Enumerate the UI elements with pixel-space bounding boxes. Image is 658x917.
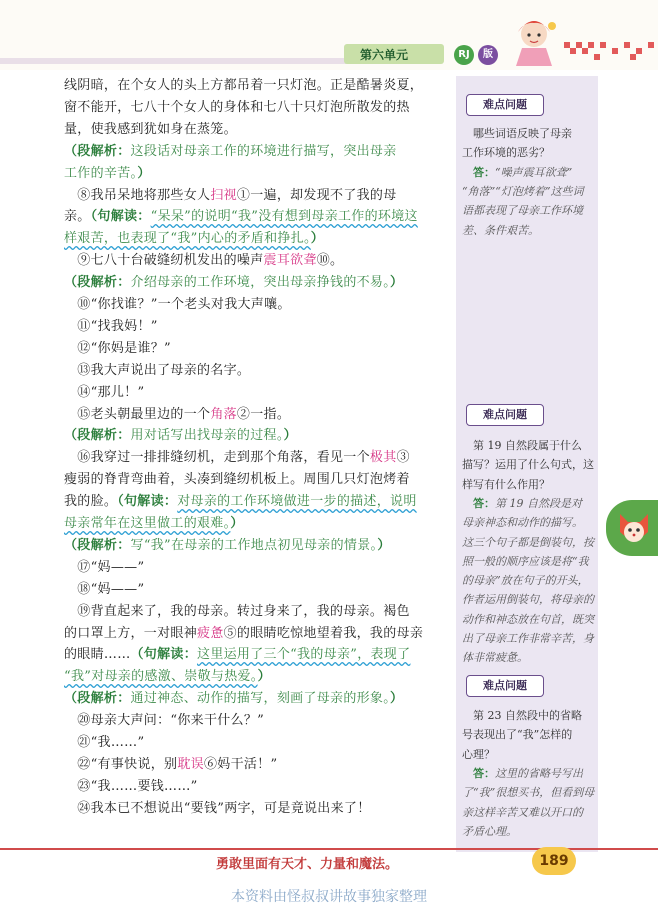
sidebar-text: 答： bbox=[462, 766, 495, 780]
page-number: 189 bbox=[532, 847, 576, 875]
text-line bbox=[64, 733, 144, 753]
text-line bbox=[64, 799, 371, 819]
text-segment: ） bbox=[390, 691, 404, 707]
text-segment: ⑬我大声说出了母亲的名字。 bbox=[64, 362, 251, 378]
text-segment: 震耳欲聋 bbox=[263, 253, 317, 269]
text-line bbox=[64, 580, 144, 600]
text-segment: ） bbox=[137, 165, 151, 181]
sidebar-line bbox=[462, 764, 592, 783]
sidebar-text: 这三个句子都是倒装句，按 bbox=[462, 535, 594, 549]
footer-slogan: 勇敢里面有天才、力量和魔法。 bbox=[216, 857, 399, 872]
text-segment: 窗不能开，七八十个女人的身体和七八十只灯泡所散发的热 bbox=[64, 99, 410, 115]
text-segment: （段解析： bbox=[64, 691, 131, 707]
sidebar-text: 哪些词语反映了母亲 bbox=[462, 127, 572, 140]
text-line bbox=[64, 558, 144, 578]
text-segment: 用对话写出找母亲的过程。 bbox=[130, 428, 284, 444]
sidebar-text: 出了母亲工作非常辛苦，身 bbox=[462, 632, 594, 645]
text-segment: ⑱“妈——” bbox=[64, 581, 145, 597]
sidebar-text: 第 19 自然段属于什么 bbox=[462, 439, 582, 452]
sidebar-text: 差、条件艰苦。 bbox=[462, 223, 539, 237]
mascot-girl-icon bbox=[504, 14, 564, 68]
text-line bbox=[64, 295, 291, 315]
text-segment: （句解读： bbox=[117, 494, 178, 510]
sidebar-text: 的母亲”放在句子的开头， bbox=[462, 574, 589, 588]
sidebar-line bbox=[462, 533, 592, 552]
text-line bbox=[64, 689, 403, 709]
unit-label: 第六单元 bbox=[360, 48, 409, 62]
text-line bbox=[64, 164, 151, 184]
sidebar-text: 第 23 自然段中的省略 bbox=[462, 709, 582, 722]
sidebar-text: 作者运用倒装句，将母亲的 bbox=[462, 593, 594, 607]
text-line bbox=[64, 207, 418, 227]
text-segment: ⑰“妈——” bbox=[64, 559, 145, 575]
text-segment: ①一遍，却发现不了我的母 bbox=[236, 187, 397, 203]
text-segment: （段解析： bbox=[64, 143, 131, 159]
text-line bbox=[64, 229, 324, 249]
sidebar-text: 矛盾心理。 bbox=[462, 824, 517, 838]
sidebar-line bbox=[462, 201, 592, 220]
text-line bbox=[64, 448, 410, 468]
text-segment: 这里运用了三个“我的母亲”，表现了 bbox=[197, 647, 411, 663]
question-box-2: 难点问题 bbox=[466, 404, 544, 426]
sidebar-text: 母亲神态和动作的描写。 bbox=[462, 516, 583, 530]
text-segment: （句解读： bbox=[130, 647, 198, 663]
sidebar-text: 工作环境的恶劣？ bbox=[462, 146, 550, 160]
text-segment: 样艰苦，也表现了“我”内心的矛盾和挣扎。 bbox=[64, 231, 311, 247]
sidebar-line bbox=[462, 571, 592, 590]
sidebar-text: 描写？运用了什么句式，这 bbox=[462, 458, 594, 472]
text-line bbox=[64, 98, 410, 118]
text-line bbox=[64, 317, 158, 337]
text-line bbox=[64, 602, 410, 622]
sidebar-text: 答： bbox=[462, 165, 495, 179]
text-segment: ⑥妈干活！” bbox=[203, 756, 278, 772]
sidebar-line bbox=[462, 706, 592, 725]
text-segment: 写“我”在母亲的工作地点初见母亲的情景。 bbox=[130, 537, 378, 553]
text-segment: 瘦弱的脊背弯曲着，头凑到缝纫机板上。周围几只灯泡烤着 bbox=[64, 472, 410, 488]
text-segment: ⑩“你找谁？”一个老头对我大声嚷。 bbox=[64, 297, 291, 312]
sidebar-line bbox=[462, 124, 592, 143]
text-segment: ⑤的眼睛吃惊地望着我，我的母亲 bbox=[223, 625, 424, 641]
checker-decoration bbox=[560, 36, 658, 66]
sidebar-line bbox=[462, 629, 592, 648]
answer-text: “噪声震耳欲聋” bbox=[495, 165, 573, 179]
sidebar-line bbox=[462, 610, 592, 629]
text-segment: ㉒“有事快说，别 bbox=[64, 756, 178, 772]
sidebar-line bbox=[462, 494, 592, 513]
text-segment: ⑮老头朝最里边的一个 bbox=[64, 406, 211, 422]
text-segment: 亲。 bbox=[64, 209, 91, 225]
text-segment: 量，使我感到犹如身在蒸笼。 bbox=[64, 121, 237, 137]
text-segment: 工作的辛苦。 bbox=[64, 165, 138, 181]
text-segment: “呆呆”的说明“我”没有想到母亲工作的环境这 bbox=[150, 209, 418, 225]
text-segment: “我”对母亲的感激、崇敬与热爱。 bbox=[64, 669, 258, 685]
question-box-3: 难点问题 bbox=[466, 675, 544, 697]
text-segment: ㉑“我……” bbox=[64, 735, 145, 750]
sidebar-text: 亲这样辛苦又难以开口的 bbox=[462, 805, 583, 819]
text-segment: 扫视 bbox=[210, 187, 237, 203]
sidebar-text: 体非常疲惫。 bbox=[462, 651, 528, 665]
text-line bbox=[64, 492, 417, 512]
text-line bbox=[64, 273, 403, 293]
text-line bbox=[64, 142, 397, 162]
text-line bbox=[64, 645, 410, 665]
text-segment: ⑯我穿过一排排缝纫机，走到那个角落，看见一个 bbox=[64, 450, 370, 466]
text-segment: （段解析： bbox=[64, 537, 131, 553]
credit-text: 本资料由怪叔叔讲故事独家整理 bbox=[231, 889, 427, 905]
sidebar-line bbox=[462, 745, 592, 764]
text-segment: ⑧我吊呆地将那些女人 bbox=[64, 187, 211, 203]
text-segment: （句解读： bbox=[90, 209, 151, 225]
text-segment: （段解析： bbox=[64, 275, 131, 291]
text-segment: ㉔我本已不想说出“要钱”两字，可是竟说出来了！ bbox=[64, 800, 371, 816]
sidebar-line bbox=[462, 455, 592, 474]
text-line bbox=[64, 186, 397, 206]
sidebar-text: 动作和神态放在句首，既突 bbox=[462, 612, 594, 626]
text-segment: ） bbox=[230, 516, 244, 531]
text-line bbox=[64, 624, 423, 644]
fox-mascot-icon bbox=[614, 508, 654, 548]
text-segment: ） bbox=[283, 428, 297, 444]
text-segment: 的口罩上方，一对眼神 bbox=[64, 625, 198, 641]
text-line bbox=[64, 470, 410, 490]
question-box-1: 难点问题 bbox=[466, 94, 544, 116]
text-line bbox=[64, 339, 171, 359]
text-segment: 的眼睛…… bbox=[64, 647, 131, 663]
sidebar-text: 答： bbox=[462, 496, 495, 510]
text-line bbox=[64, 536, 391, 556]
text-segment: 极其 bbox=[369, 450, 397, 466]
sidebar-text: 照一般的顺序应该是将“我 bbox=[462, 554, 589, 568]
sidebar-line bbox=[462, 163, 592, 182]
edition-badge-rj: RJ bbox=[454, 45, 474, 65]
sidebar-line bbox=[462, 648, 592, 667]
text-segment: （段解析： bbox=[64, 428, 131, 444]
text-line bbox=[64, 361, 250, 381]
text-segment: ⑪“找我妈！” bbox=[64, 318, 158, 334]
text-segment: 角落 bbox=[210, 406, 237, 422]
text-segment: ⑫“你妈是谁？” bbox=[64, 340, 171, 356]
sidebar-line bbox=[462, 143, 592, 162]
text-segment: ⑲背直起来了，我的母亲。转过身来了，我的母亲。褐色 bbox=[64, 603, 410, 619]
text-segment: 我的脸。 bbox=[64, 494, 118, 510]
text-segment: 耽误 bbox=[177, 756, 204, 772]
text-line bbox=[64, 711, 264, 731]
text-segment: ） bbox=[257, 669, 271, 685]
text-segment: 通过神态、动作的描写，刻画了母亲的形象。 bbox=[130, 691, 391, 707]
text-segment: 对母亲的工作环境做进一步的描述，说明 bbox=[177, 494, 417, 510]
text-line bbox=[64, 405, 290, 425]
page-header bbox=[0, 0, 658, 70]
answer-text: 第 19 自然段是对 bbox=[495, 496, 582, 510]
edition-badge-ban: 版 bbox=[478, 45, 498, 65]
text-line bbox=[64, 667, 271, 687]
sidebar-text: 语都表现了母亲工作环境 bbox=[462, 204, 583, 218]
sidebar-line bbox=[462, 803, 592, 822]
text-line bbox=[64, 426, 297, 446]
sidebar-line bbox=[462, 552, 592, 571]
sidebar-line bbox=[462, 783, 595, 802]
text-line bbox=[64, 777, 198, 797]
sidebar-line bbox=[462, 221, 592, 240]
text-line bbox=[64, 251, 343, 271]
sidebar-line bbox=[462, 513, 592, 532]
text-line bbox=[64, 383, 144, 403]
text-segment: ⑨七八十台破缝纫机发出的噪声 bbox=[64, 253, 264, 269]
sidebar-text: 心理？ bbox=[462, 747, 495, 761]
sidebar-text: 号表现出了“我”怎样的 bbox=[462, 728, 573, 742]
text-segment: 介绍母亲的工作环境，突出母亲挣钱的不易。 bbox=[130, 275, 391, 291]
text-segment: ②一指。 bbox=[236, 406, 291, 422]
sidebar-text: 样写有什么作用？ bbox=[462, 477, 550, 491]
sidebar-line bbox=[462, 725, 592, 744]
text-segment: ） bbox=[390, 275, 404, 291]
text-line bbox=[64, 755, 277, 775]
sidebar-line bbox=[462, 475, 592, 494]
text-segment: ⑭“那儿！” bbox=[64, 384, 145, 400]
sidebar-line bbox=[462, 182, 592, 201]
text-segment: ） bbox=[310, 231, 325, 247]
text-segment: ⑳母亲大声问：“你来干什么？” bbox=[64, 713, 265, 729]
text-line bbox=[64, 76, 423, 96]
text-segment: 这段话对母亲工作的环境进行描写，突出母亲 bbox=[130, 143, 397, 159]
text-segment: 疲惫 bbox=[197, 625, 224, 641]
text-segment: 母亲常年在这里做工的艰难。 bbox=[64, 516, 231, 531]
sidebar-line bbox=[462, 822, 592, 841]
text-line bbox=[64, 120, 237, 140]
text-segment: ⑩。 bbox=[316, 253, 344, 269]
answer-text: 这里的省略号写出 bbox=[495, 766, 583, 780]
text-line bbox=[64, 514, 244, 534]
sidebar-line bbox=[462, 436, 592, 455]
text-segment: ③ bbox=[396, 450, 410, 466]
sidebar-text: “角落”“灯泡烤着”这些词 bbox=[462, 184, 584, 198]
text-segment: ） bbox=[377, 537, 391, 553]
sidebar-text: 了“我”很想买书，但看到母 bbox=[462, 786, 595, 800]
sidebar-line bbox=[462, 590, 592, 609]
text-segment: ㉓“我……要钱……” bbox=[64, 778, 198, 794]
text-segment: 线阴暗，在个女人的头上方都吊着一只灯泡。正是酷暑炎夏， bbox=[64, 78, 424, 93]
